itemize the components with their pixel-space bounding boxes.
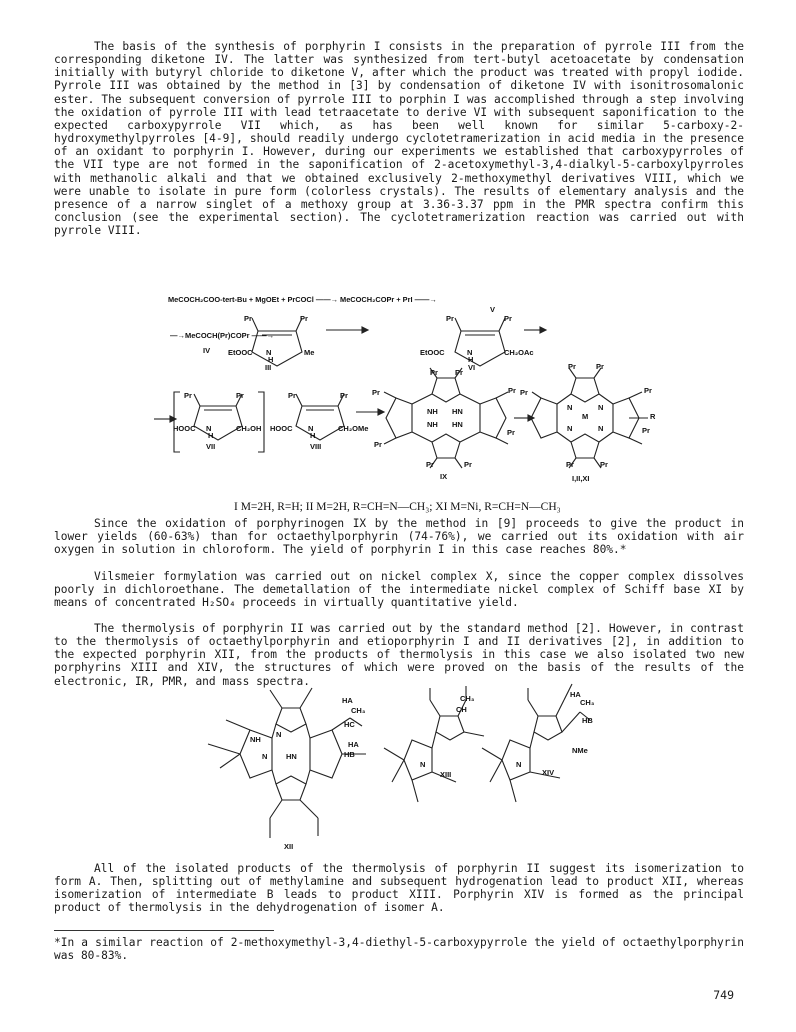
- page-number: 749: [713, 988, 734, 1002]
- label-n: N: [266, 348, 272, 357]
- label-ch2oh: CH₂OH: [236, 424, 262, 433]
- label-n: N: [308, 424, 314, 433]
- label-n: N: [516, 760, 522, 769]
- label-pr: Pr: [568, 362, 576, 371]
- label-n: N: [467, 348, 473, 357]
- label-pr: Pr: [244, 314, 252, 323]
- label-etooc: EtOOC: [420, 348, 445, 357]
- label-hc: HC: [344, 720, 355, 729]
- label-I-II-XI: I,II,XI: [572, 474, 590, 483]
- label-ha: HA: [348, 740, 359, 749]
- label-pr: Pr: [455, 368, 463, 377]
- label-n: N: [567, 424, 573, 433]
- label-ha: HA: [570, 690, 581, 699]
- footnote-rule: [54, 930, 274, 931]
- scheme-line-2: —→MeCOCH(Pr)COPr ——→: [170, 331, 275, 340]
- label-XIV: XIV: [542, 768, 555, 777]
- label-hooc: HOOC: [173, 424, 196, 433]
- scheme-caption: I M=2H, R=H; II M=2H, R=CH=N—CH₃; XI M=Ni, R=CH=N—CH₃: [234, 501, 561, 513]
- paragraph-formylation: Vilsmeier formylation was carried out on nickel complex X, since the copper complex dissolves poorly in dichloroethane. The demetallation of the intermediate nickel complex of Schiff base XI by means of concentrated H₂SO₄ proceeds in virtually quantitative yield.: [54, 570, 744, 610]
- label-pr: Pr: [520, 388, 528, 397]
- label-pr: Pr: [288, 391, 296, 400]
- label-nme: NMe: [572, 746, 588, 755]
- label-pr: Pr: [508, 386, 516, 395]
- label-m: M: [582, 412, 589, 421]
- label-n: N: [262, 752, 268, 761]
- label-ch2ome: CH₂OMe: [338, 424, 369, 433]
- label-XII: XII: [284, 842, 294, 851]
- label-ch: CH: [456, 705, 467, 714]
- label-hn: HN: [286, 752, 297, 761]
- label-pr: Pr: [184, 391, 192, 400]
- label-pr: Pr: [566, 460, 574, 469]
- label-VII: VII: [206, 442, 216, 451]
- label-pr: Pr: [300, 314, 308, 323]
- label-nh: NH: [427, 407, 438, 416]
- label-pr: Pr: [236, 391, 244, 400]
- footnote: *In a similar reaction of 2-methoxymethyl-3,4-diethyl-5-carboxypyrrole the yield of octaethylporphyrin was 80-83%.: [54, 936, 744, 963]
- label-hb: HB: [344, 750, 355, 759]
- label-n: N: [420, 760, 426, 769]
- label-hn: HN: [452, 420, 463, 429]
- label-h: H: [310, 431, 316, 440]
- label-hn: HN: [452, 407, 463, 416]
- paragraph-thermolysis: The thermolysis of porphyrin II was carried out by the standard method [2]. However, in contrast to the thermolysis of octaethylporphyrin and etioporphyrin I and II derivatives [2], in addition to the expected porphyrin XII, from the products of thermolysis in this case we also isolated two new porphyrins XIII and XIV, the structures of which were proved on the basis of the results of the electronic, IR, PMR, and mass spectra.: [54, 622, 744, 688]
- label-hooc: HOOC: [270, 424, 293, 433]
- label-ch3: CH₃: [580, 698, 595, 707]
- label-h: H: [268, 355, 274, 364]
- label-ch2oac: CH₂OAc: [504, 348, 534, 357]
- label-pr: Pr: [642, 426, 650, 435]
- label-pr: Pr: [426, 460, 434, 469]
- label-ch3: CH₃: [351, 706, 366, 715]
- label-etooc: EtOOC: [228, 348, 253, 357]
- label-pr: Pr: [340, 391, 348, 400]
- label-hb: HB: [582, 716, 593, 725]
- label-pr: Pr: [374, 440, 382, 449]
- label-pr: Pr: [464, 460, 472, 469]
- label-ch3: CH₃: [460, 694, 475, 703]
- label-IV: IV: [203, 346, 211, 355]
- label-n: N: [206, 424, 212, 433]
- label-VIII: VIII: [310, 442, 322, 451]
- scheme-line-1: MeCOCH₂COO-tert-Bu + MgOEt + PrCOCl ——→ MeCOCH₂COPr + PrI ——→: [168, 295, 437, 304]
- label-pr: Pr: [507, 428, 515, 437]
- label-IX: IX: [440, 472, 448, 481]
- label-pr: Pr: [504, 314, 512, 323]
- label-V: V: [490, 305, 496, 314]
- label-pr: Pr: [644, 386, 652, 395]
- label-h: H: [208, 431, 214, 440]
- label-XIII: XIII: [440, 770, 452, 779]
- paragraph-synthesis: The basis of the synthesis of porphyrin I consists in the preparation of pyrrole III from the corresponding diketone IV. The latter was synthesized from tert-butyl acetoacetate by condensation initially with butyryl chloride to diketone V, after which the product was treated with propyl iodide. Pyrrole III was obtained by the method in [3] by condensation of diketone IV with isonitrosomalonic ester. The subsequent conversion of pyrrole III to porphin I was accomplished through a step involving the oxidation of pyrrole III with lead tetraacetate to derive VI with subsequent saponification to the expected carboxypyrrole VII which, as has been well known for similar 5-carboxy-2-hydroxymethylpyrroles [4-9], should readily undergo cyclotetramerization in acid media in the presence of an oxidant to porphyrin I. However, during our experiments we established that carboxypyrroles of the VII type are not formed in the saponification of 2-acetoxymethyl-3,4-dialkyl-5-carboxylpyrroles with methanolic alkali and that we obtained exclusively 2-methoxymethyl derivatives VIII, which we were unable to isolate in pure form (colorless crystals). The results of elementary analysis and the presence of a narrow singlet of a methoxy group at 3.36-3.37 ppm in the PMR spectra confirm this conclusion (see the experimental section). The cyclotetramerization reaction was carried out with pyrrole VIII.: [54, 40, 744, 238]
- label-ha: HA: [342, 696, 353, 705]
- label-VI: VI: [468, 363, 476, 372]
- label-pr: Pr: [430, 368, 438, 377]
- label-nh: NH: [250, 735, 261, 744]
- label-pr: Pr: [372, 388, 380, 397]
- paragraph-isomerization: All of the isolated products of the thermolysis of porphyrin II suggest its isomerization to form A. Then, splitting out of methylamine and subsequent hydrogenation lead to product XII, whereas isomerization of intermediate B leads to product XIII. Porphyrin XIV is formed as the principal product of thermolysis in the dehydrogenation of isomer A.: [54, 862, 744, 915]
- label-nh: NH: [427, 420, 438, 429]
- label-pr: Pr: [596, 362, 604, 371]
- label-n: N: [276, 730, 282, 739]
- label-r: R: [650, 412, 656, 421]
- paragraph-oxidation: Since the oxidation of porphyrinogen IX by the method in [9] proceeds to give the product in lower yields (60-63%) than for octaethylporphyrin (74-76%), we carried out its oxidation with air oxygen in solution in chloroform. The yield of porphyrin I in this case reaches 80%.*: [54, 517, 744, 557]
- label-me: Me: [304, 348, 315, 357]
- label-pr: Pr: [446, 314, 454, 323]
- label-III: III: [265, 363, 272, 372]
- label-h: H: [468, 355, 474, 364]
- label-n: N: [567, 403, 573, 412]
- label-n: N: [598, 403, 604, 412]
- label-n: N: [598, 424, 604, 433]
- label-pr: Pr: [600, 460, 608, 469]
